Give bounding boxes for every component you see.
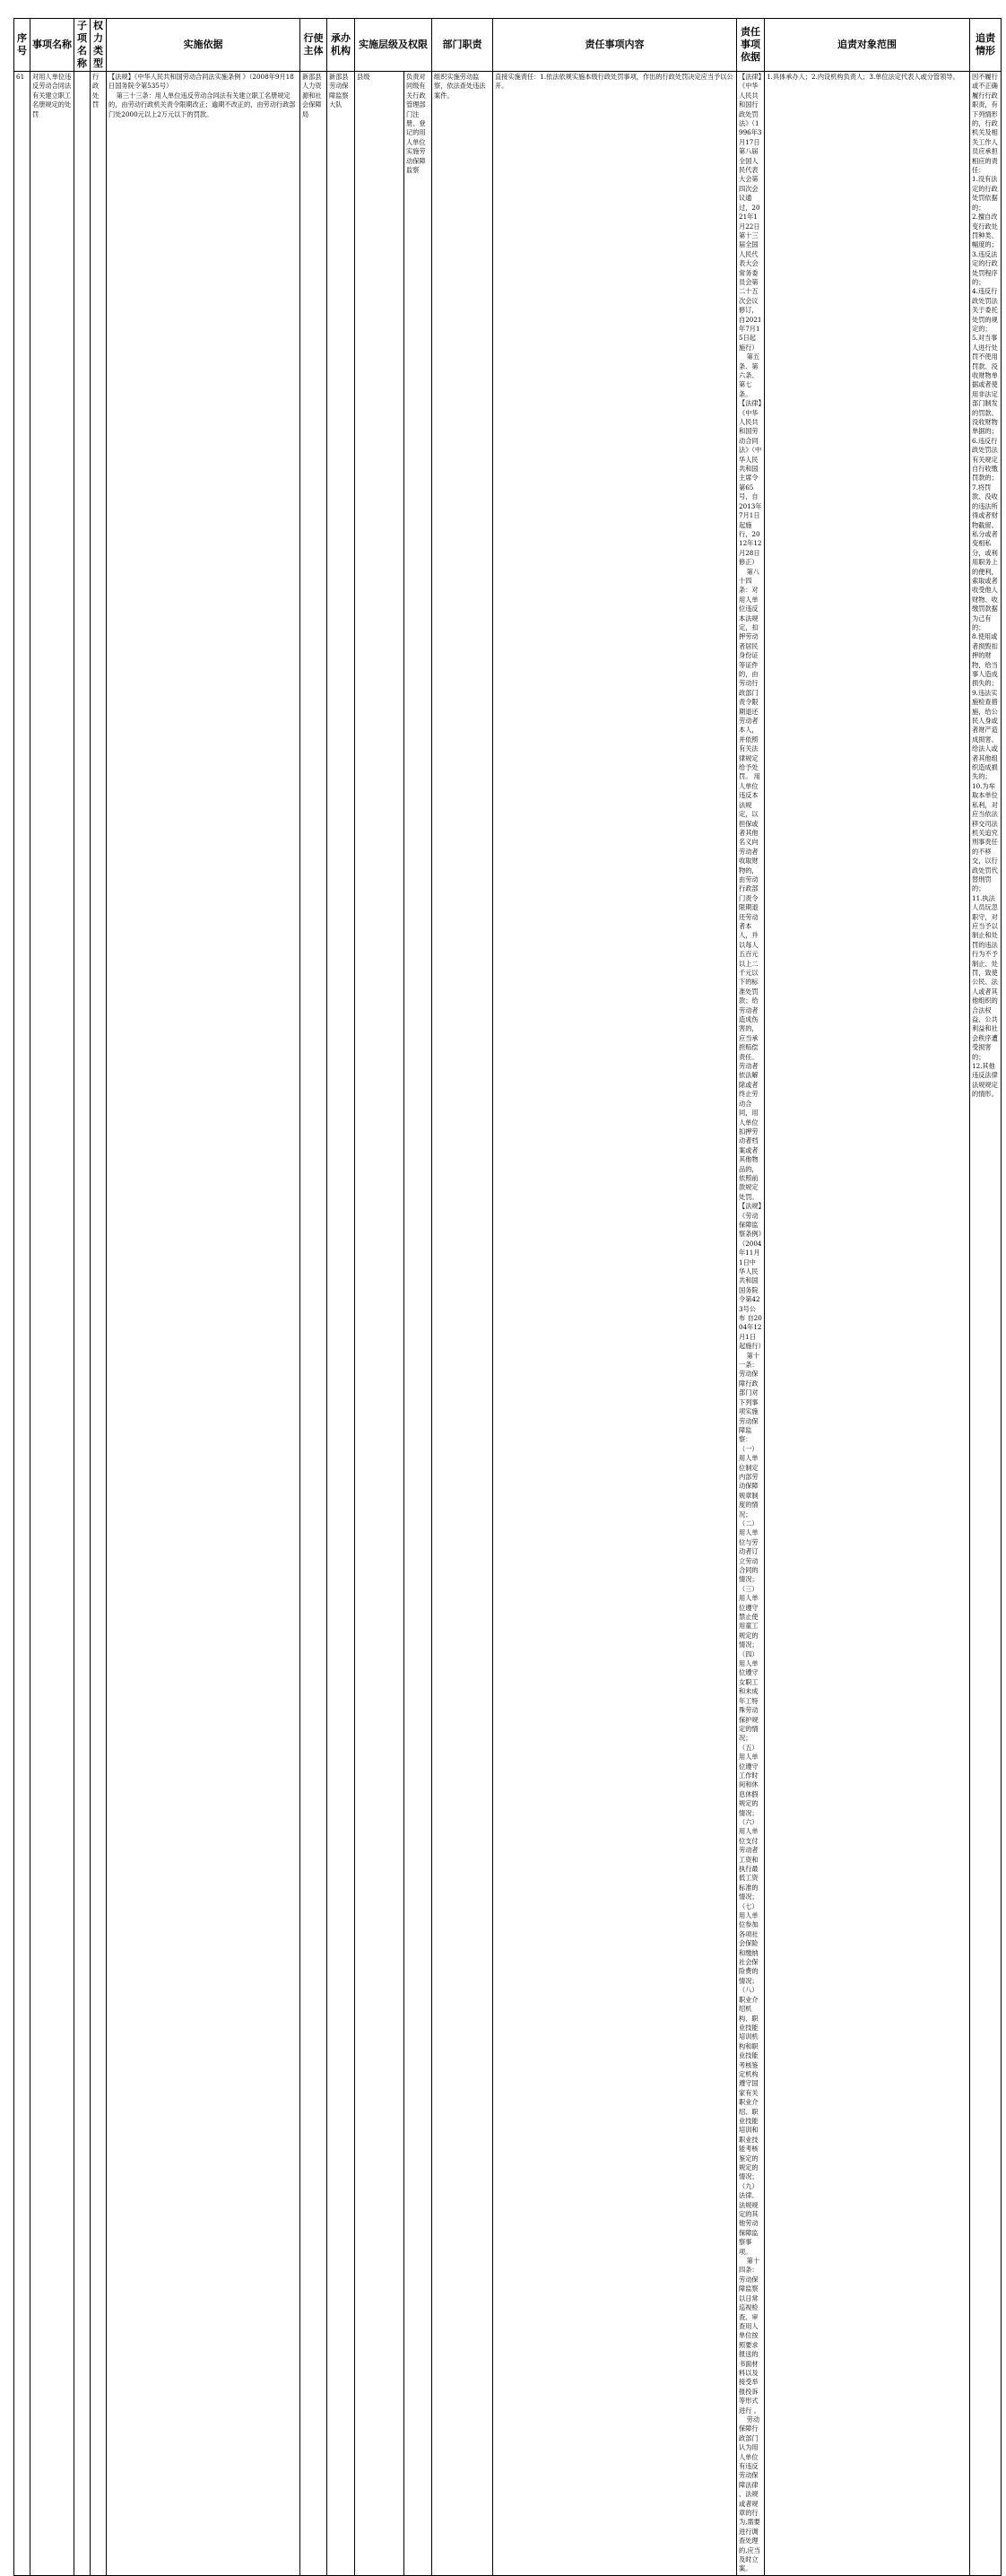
cell-level-authority: 负责对同级有关行政管理部门注册、登记的用人单位实施劳动保障监察: [404, 72, 432, 2576]
circumstance-item: 7.将罚款、没收的违法所得或者财物截留、私分或者变相私分，或利用职务上的便利，索取或者收受他人财物、收缴罚款据为己有的；: [972, 483, 998, 631]
basis-article: 第三十三条：用人单位违反劳动合同法有关建立职工名册规定的，由劳动行政机关责令限期改正；逾期不改正的，由劳动行政部门处2000元以上2万元以下的罚款。: [108, 91, 296, 118]
circumstance-item: 8.使用或者损毁扣押的财物，给当事人造成损失的；: [972, 632, 998, 688]
cell-power-type: 行政处罚: [91, 72, 107, 2576]
resp-basis-law-3: 【法规】《劳动保障监察条例》（2004年11月1日中华人民共和国国务院令第423号公布 自2004年12月1日起施行）: [739, 1202, 765, 1351]
cell-seq: 61: [14, 72, 30, 2576]
resp-basis-article-14: 第十四条：劳动保障监察以日常巡视检查、审查用人单位按照要求报送的书面材料以及接受举报投诉等形式进行 。: [739, 2257, 760, 2415]
circumstance-item: 9.违法实施检查措施，给公民人身或者财产造成损害、给法人或者其他组织造成损失的；: [972, 688, 998, 781]
resp-basis-law-2: 【法律】《中华人民共和国劳动合同法》（中华人民共和国主席令第65号，自2013年7月1日起施行，2012年12月28日修正）: [739, 399, 762, 567]
header-resp-content: 责任事项内容: [493, 19, 737, 72]
header-scope: 追责对象范围: [765, 19, 970, 72]
cell-org: 新邵县劳动保障监察大队: [327, 72, 355, 2576]
header-resp-basis: 责任事项依据: [737, 19, 765, 72]
resp-basis-law-1: 【法律】《中华人民共和国行政处罚法》（1996年3月17日第八届全国人民代表大会第四次会议通过，2021年1月22日第十三届全国人民代表大会常务委员会第二十五次会议修订，自2021年7月15日起施行）: [739, 73, 762, 352]
circumstance-item: 3.违反法定的行政处罚程序的；: [972, 249, 998, 286]
header-circumstances: 追责情形: [970, 19, 1002, 72]
header-row: [14, 19, 1002, 72]
header-seq: 序号: [14, 19, 30, 72]
circumstance-item: 1.没有法定的行政处罚依据的；: [972, 175, 998, 212]
circumstance-item: 5.对当事人进行处罚不使用罚款、没收财物单据或者使用非法定部门制发的罚款、没收财物单据的；: [972, 334, 998, 436]
resp-basis-article-84: 第八十四条：对用人单位违反本法规定，扣押劳动者居民身份证等证件的，由劳动行政部门责令限期退还劳动者本人，并依照有关法律规定给予处罚。 用人单位违反本法规定，以担保或者其他名义向劳动者收取财物的，由劳动行政部门责令限期退还劳动者本人，并以每人五百元以上二千元以下的标准处罚款；给劳动者造成伤害的，应当承担赔偿责任。 劳动者依法解除或者终止劳动合同，用人单位扣押劳动者档案或者其他物品的，依照前款规定处罚。: [739, 567, 760, 1201]
circumstance-item: 11.执法人员玩忽职守，对应当予以制止和处罚的违法行为不予制止、处罚，致使公民、法人或者其他组织的合法权益、公共利益和社会秩序遭受损害的；: [972, 893, 998, 1061]
cell-resp-content: 直接实施责任：1.依法依规实施本级行政处罚事项，作出的行政处罚决定应当予以公开。: [493, 72, 737, 2576]
cell-level: 县级: [355, 72, 404, 2576]
resp-basis-article-11: 第十一条：劳动保障行政部门对下列事项实施劳动保障监察：（一）用人单位制定内部劳动保障规章制度的情况；（二）用人单位与劳动者订立劳动合同的情况；（三）用人单位遵守禁止使用童工规定的情况；（四）用人单位遵守女职工和未成年工特殊劳动保护规定的情况；（五）用人单位遵守工作时间和休息休假规定的情况；（六）用人单位支付劳动者工资和执行最低工资标准的情况；（七）用人单位参加各项社会保险和缴纳社会保险费的情况；（八）职业介绍机构、职业技能培训机构和职业技能考核鉴定机构遵守国家有关职业介绍、职业技能培训和职业技能考核鉴定的规定的情况；（九）法律、法规规定的其他劳动保障监察事项。: [739, 1351, 760, 2256]
circumstance-item: 2.擅自改变行政处罚种类、幅度的；: [972, 213, 998, 249]
responsibility-table: [13, 18, 1002, 2576]
cell-scope: 1.具体承办人；2.内设机构负责人；3.单位法定代表人或分管领导。: [765, 72, 970, 2576]
cell-sub-item: [74, 72, 91, 2576]
circumstance-item: 4.违反行政处罚法关于委托处罚的规定的；: [972, 287, 998, 333]
table-row: [14, 72, 1002, 2576]
cell-circumstances: [970, 72, 1002, 2576]
cell-resp-basis: [737, 72, 765, 2576]
header-sub-item: 子项名称: [74, 19, 91, 72]
cell-dept-duty: 组织实施劳动监察，依法查处违法案件。: [432, 72, 493, 2576]
header-basis: 实施依据: [107, 19, 300, 72]
header-subject: 行使主体: [300, 19, 327, 72]
header-power-type: 权力类型: [91, 19, 107, 72]
circumstance-item: 12.其他违反法律法规规定的情形。: [972, 1062, 998, 1099]
header-level: 实施层级及权限: [355, 19, 432, 72]
circumstance-item: 6.违反行政处罚法有关规定自行收缴罚款的；: [972, 436, 998, 483]
resp-basis-articles-1: 第五条、第六条、第七条。: [739, 352, 760, 398]
header-dept-duty: 部门职责: [432, 19, 493, 72]
header-item-name: 事项名称: [30, 19, 74, 72]
resp-basis-case-filing: 劳动保障行政部门认为用人单位有违反劳动保障法律 、法规或者规章的行为,需要进行调查处理的,应当及时立案。: [739, 2415, 760, 2573]
basis-source: 【法规】《中华人民共和国劳动合同法实施条例 》（2008年9月18日国务院令第535号）: [108, 73, 294, 91]
header-org: 承办机构: [327, 19, 355, 72]
cell-item-name: 对用人单位违反劳动合同法有关建立职工名册规定的处罚: [30, 72, 74, 2576]
circumstance-intro: 因不履行或不正确履行行政职责，有下列情形的，行政机关及相关工作人员应承担相应的责任：: [972, 73, 998, 175]
cell-subject: 新邵县人力资源和社会保障局: [300, 72, 327, 2576]
cell-basis: [107, 72, 300, 2576]
circumstance-item: 10.为牟取本单位私利，对应当依法移交司法机关追究刑事责任的不移交，以行政处罚代替刑罚的；: [972, 781, 998, 893]
